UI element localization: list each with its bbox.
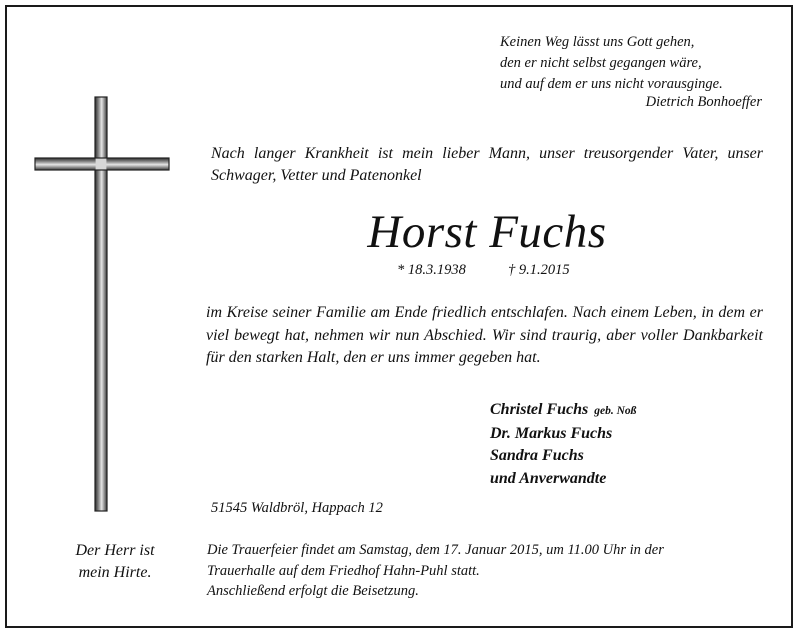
mourner-name: Dr. Markus Fuchs bbox=[490, 424, 613, 442]
mourner-item bbox=[490, 468, 770, 491]
funeral-service-info bbox=[207, 540, 777, 602]
quote-line: und auf dem er uns nicht vorausginge. bbox=[500, 76, 723, 92]
psalm-verse bbox=[40, 540, 190, 584]
psalm-line: Der Herr ist bbox=[75, 542, 155, 559]
quote-line: den er nicht selbst gegangen wäre, bbox=[500, 55, 702, 71]
death-date: † 9.1.2015 bbox=[508, 262, 570, 278]
deceased-name: Horst Fuchs bbox=[367, 206, 607, 258]
mourners-list bbox=[490, 399, 770, 490]
service-line: Die Trauerfeier findet am Samstag, dem 17. Januar 2015, um 11.00 Uhr in der bbox=[207, 542, 664, 558]
mourner-item bbox=[490, 445, 770, 468]
service-line: Trauerhalle auf dem Friedhof Hahn-Puhl statt. bbox=[207, 562, 480, 579]
quote-line: Keinen Weg lässt uns Gott gehen, bbox=[500, 34, 695, 50]
mourner-name: und Anverwandte bbox=[490, 469, 607, 487]
psalm-line: mein Hirte. bbox=[78, 564, 152, 581]
mourner-item bbox=[490, 423, 770, 446]
mourner-name: Christel Fuchs bbox=[490, 401, 589, 418]
mourner-note: geb. Noß bbox=[594, 405, 637, 417]
cross-icon bbox=[33, 95, 173, 515]
service-line: Anschließend erfolgt die Beisetzung. bbox=[207, 583, 419, 599]
announcement-intro: Nach langer Krankheit ist mein lieber Mann, unser treusorgender Vater, unser Schwager, Vetter und Patenonkel bbox=[211, 145, 763, 184]
family-address: 51545 Waldbröl, Happach 12 bbox=[211, 500, 383, 516]
announcement-body: im Kreise seiner Familie am Ende friedlich entschlafen. Nach einem Leben, in dem er viel bewegt hat, nehmen wir nun Abschied. Wir sind traurig, aber voller Dankbarkeit für den starken Halt, den er uns immer gegeben hat. bbox=[206, 304, 763, 366]
quote-author: Dietrich Bonhoeffer bbox=[645, 94, 762, 110]
mourner-item bbox=[490, 399, 770, 423]
mourner-name: Sandra Fuchs bbox=[490, 447, 584, 464]
bonhoeffer-quote bbox=[500, 32, 770, 95]
birth-date: * 18.3.1938 bbox=[397, 262, 466, 278]
